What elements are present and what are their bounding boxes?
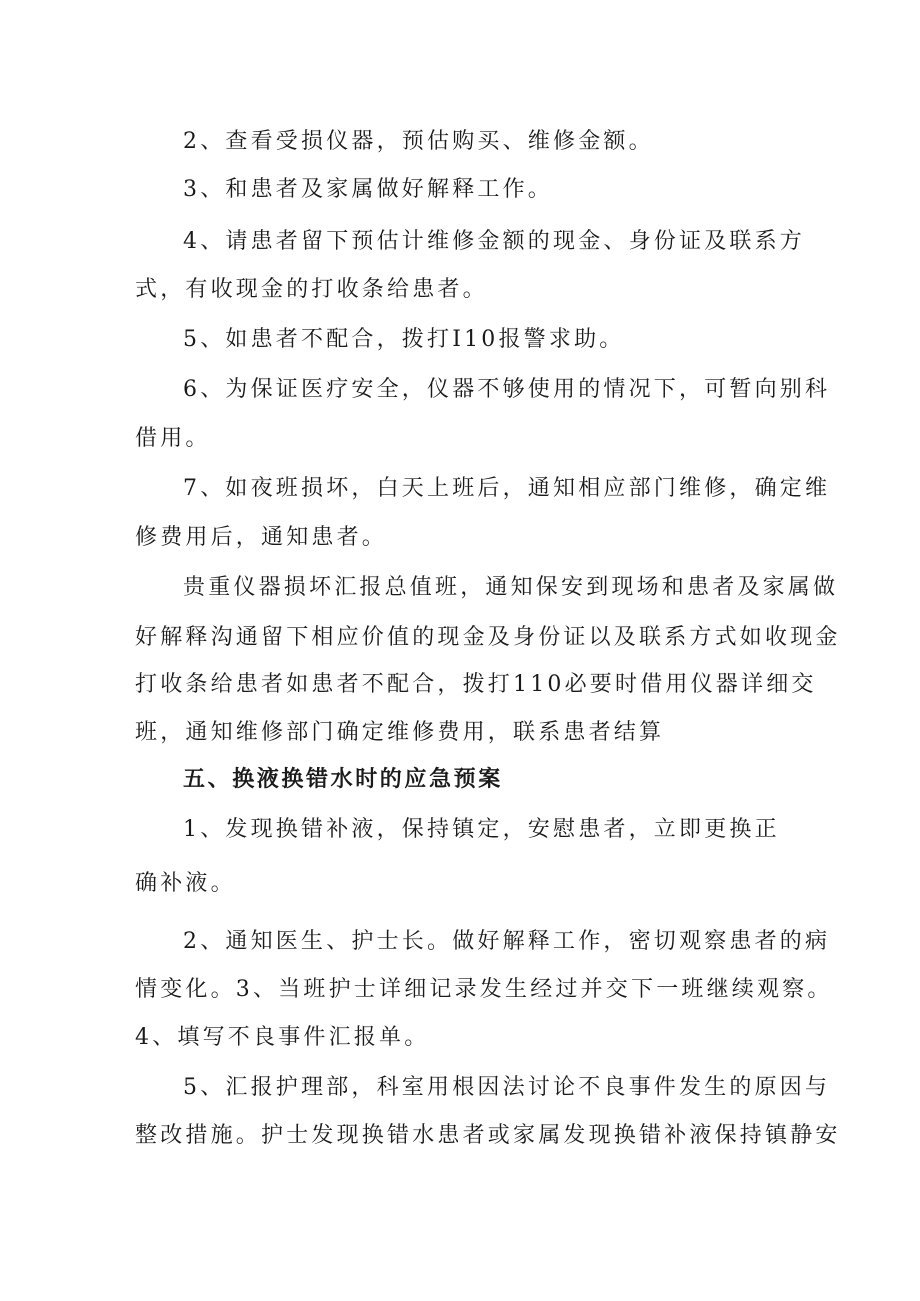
paragraph-line: 贵重仪器损坏汇报总值班，通知保安到现场和患者及家属做 bbox=[183, 575, 839, 600]
paragraph-line: 好解释沟通留下相应价值的现金及身份证以及联系方式如收现金 bbox=[135, 625, 841, 650]
paragraph-line: 3、和患者及家属做好解释工作。 bbox=[183, 177, 553, 202]
paragraph-line: 5、如患者不配合，拨打I10报警求助。 bbox=[183, 327, 625, 352]
paragraph-line: 5、汇报护理部，科室用根因法讨论不良事件发生的原因与 bbox=[183, 1075, 831, 1100]
paragraph-line: 2、查看受损仪器，预估购买、维修金额。 bbox=[183, 129, 654, 154]
paragraph-line: 7、如夜班损坏，白天上班后，通知相应部门维修，确定维 bbox=[183, 476, 831, 501]
paragraph-line: 1、发现换错补液，保持镇定，安慰患者，立即更换正 bbox=[183, 817, 780, 842]
paragraph-line: 6、为保证医疗安全，仪器不够使用的情况下，可暂向别科 bbox=[183, 377, 831, 402]
paragraph-line: 确补液。 bbox=[135, 871, 236, 896]
paragraph-line: 式，有收现金的打收条给患者。 bbox=[135, 277, 488, 302]
paragraph-line: 班，通知维修部门确定维修费用，联系患者结算 bbox=[135, 720, 665, 745]
paragraph-line: 2、通知医生、护士长。做好解释工作，密切观察患者的病 bbox=[183, 929, 831, 954]
paragraph-line: 4、请患者留下预估计维修金额的现金、身份证及联系方 bbox=[183, 229, 805, 254]
paragraph-line: 整改措施。护士发现换错水患者或家属发现换错补液保持镇静安 bbox=[135, 1123, 841, 1148]
section-heading: 五、换液换错水时的应急预案 bbox=[183, 767, 503, 792]
paragraph-line: 修费用后，通知患者。 bbox=[135, 525, 388, 550]
paragraph-line: 4、填写不良事件汇报单。 bbox=[135, 1025, 430, 1050]
paragraph-line: 打收条给患者如患者不配合，拨打110必要时借用仪器详细交 bbox=[135, 672, 817, 697]
paragraph-line: 情变化。3、当班护士详细记录发生经过并交下一班继续观察。 bbox=[135, 977, 833, 1002]
paragraph-line: 借用。 bbox=[135, 426, 211, 451]
